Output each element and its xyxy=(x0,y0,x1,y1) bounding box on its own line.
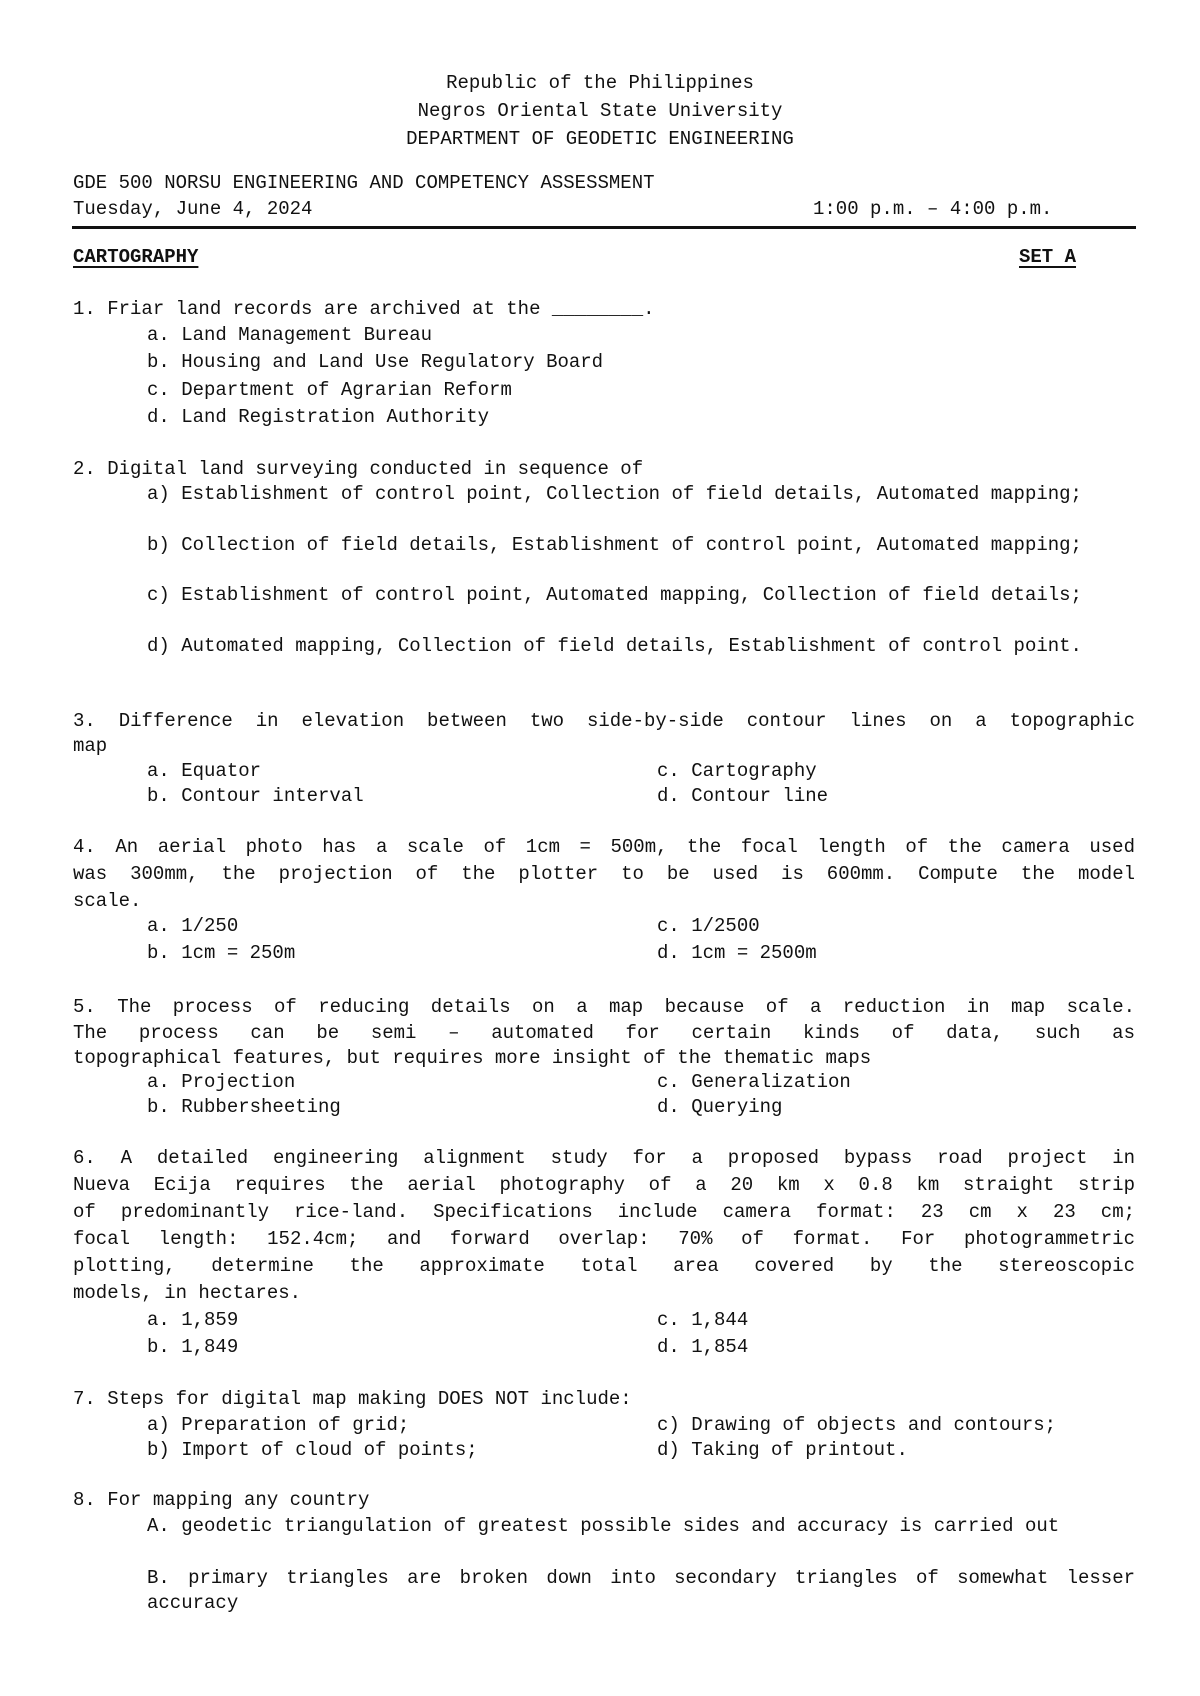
question-1-stem: 1. Friar land records are archived at the ________. xyxy=(73,298,655,320)
question-4-option-d: d. 1cm = 2500m xyxy=(657,942,817,964)
exam-time: 1:00 p.m. – 4:00 p.m. xyxy=(813,198,1053,220)
question-5-option-d: d. Querying xyxy=(657,1096,783,1118)
question-7-option-c: c) Drawing of objects and contours; xyxy=(657,1414,1057,1436)
question-2-option-d: d) Automated mapping, Collection of field details, Establishment of control point. xyxy=(147,635,1082,657)
question-3-option-b: b. Contour interval xyxy=(147,785,364,807)
question-2-option-c: c) Establishment of control point, Automated mapping, Collection of field details; xyxy=(147,584,1082,606)
question-1-option-d: d. Land Registration Authority xyxy=(147,406,490,428)
question-7-stem: 7. Steps for digital map making DOES NOT include: xyxy=(73,1388,632,1410)
set-label: SET A xyxy=(1019,246,1077,268)
question-6-option-b: b. 1,849 xyxy=(147,1336,239,1358)
question-3-option-c: c. Cartography xyxy=(657,760,817,782)
question-1-option-a: a. Land Management Bureau xyxy=(147,324,433,346)
header-department: DEPARTMENT OF GEODETIC ENGINEERING xyxy=(406,128,794,150)
header-university: Negros Oriental State University xyxy=(417,100,783,122)
question-6-option-d: d. 1,854 xyxy=(657,1336,749,1358)
question-5-option-a: a. Projection xyxy=(147,1071,296,1093)
question-4-option-a: a. 1/250 xyxy=(147,915,239,937)
question-6-stem-line-5: plotting, determine the approximate total area covered by the stereoscopic xyxy=(73,1255,1135,1277)
section-title: CARTOGRAPHY xyxy=(73,246,199,268)
question-4-option-c: c. 1/2500 xyxy=(657,915,760,937)
question-7-option-d: d) Taking of printout. xyxy=(657,1439,908,1461)
question-3-stem-line-1: 3. Difference in elevation between two side-by-side contour lines on a topographic xyxy=(73,710,1135,732)
question-5-option-b: b. Rubbersheeting xyxy=(147,1096,341,1118)
question-7-option-a: a) Preparation of grid; xyxy=(147,1414,410,1436)
question-3-stem-line-2: map xyxy=(73,735,108,757)
question-3-option-d: d. Contour line xyxy=(657,785,829,807)
header-republic: Republic of the Philippines xyxy=(446,72,754,94)
question-5-stem-line-1: 5. The process of reducing details on a map because of a reduction in map scale. xyxy=(73,996,1135,1018)
question-5-stem-line-3: topographical features, but requires more insight of the thematic maps xyxy=(73,1047,872,1069)
exam-date: Tuesday, June 4, 2024 xyxy=(73,198,313,220)
question-4-stem-line-2: was 300mm, the projection of the plotter to be used is 600mm. Compute the model xyxy=(73,863,1135,885)
question-6-option-a: a. 1,859 xyxy=(147,1309,239,1331)
question-2-stem: 2. Digital land surveying conducted in sequence of xyxy=(73,458,644,480)
question-2-option-a: a) Establishment of control point, Collection of field details, Automated mapping; xyxy=(147,483,1082,505)
question-4-stem-line-1: 4. An aerial photo has a scale of 1cm = 500m, the focal length of the camera used xyxy=(73,836,1135,858)
question-5-stem-line-2: The process can be semi – automated for certain kinds of data, such as xyxy=(73,1022,1135,1044)
question-1-option-c: c. Department of Agrarian Reform xyxy=(147,379,512,401)
question-4-stem-line-3: scale. xyxy=(73,890,142,912)
question-4-option-b: b. 1cm = 250m xyxy=(147,942,296,964)
question-6-stem-line-6: models, in hectares. xyxy=(73,1282,302,1304)
question-1-option-b: b. Housing and Land Use Regulatory Board xyxy=(147,351,604,373)
question-2-option-b: b) Collection of field details, Establishment of control point, Automated mapping; xyxy=(147,534,1082,556)
question-6-stem-line-2: Nueva Ecija requires the aerial photography of a 20 km x 0.8 km straight strip xyxy=(73,1174,1135,1196)
question-5-option-c: c. Generalization xyxy=(657,1071,851,1093)
question-6-stem-line-1: 6. A detailed engineering alignment study for a proposed bypass road project in xyxy=(73,1147,1135,1169)
question-8-option-a: A. geodetic triangulation of greatest possible sides and accuracy is carried out xyxy=(147,1515,1060,1537)
course-title: GDE 500 NORSU ENGINEERING AND COMPETENCY ASSESSMENT xyxy=(73,172,655,194)
header-divider xyxy=(72,226,1136,229)
question-7-option-b: b) Import of cloud of points; xyxy=(147,1439,478,1461)
question-6-stem-line-4: focal length: 152.4cm; and forward overlap: 70% of format. For photogrammetric xyxy=(73,1228,1135,1250)
question-6-stem-line-3: of predominantly rice-land. Specifications include camera format: 23 cm x 23 cm; xyxy=(73,1201,1135,1223)
question-6-option-c: c. 1,844 xyxy=(657,1309,749,1331)
question-8-stem: 8. For mapping any country xyxy=(73,1489,370,1511)
question-8-option-b: B. primary triangles are broken down into secondary triangles of somewhat lesser accuracy xyxy=(147,1567,1135,1614)
question-3-option-a: a. Equator xyxy=(147,760,262,782)
